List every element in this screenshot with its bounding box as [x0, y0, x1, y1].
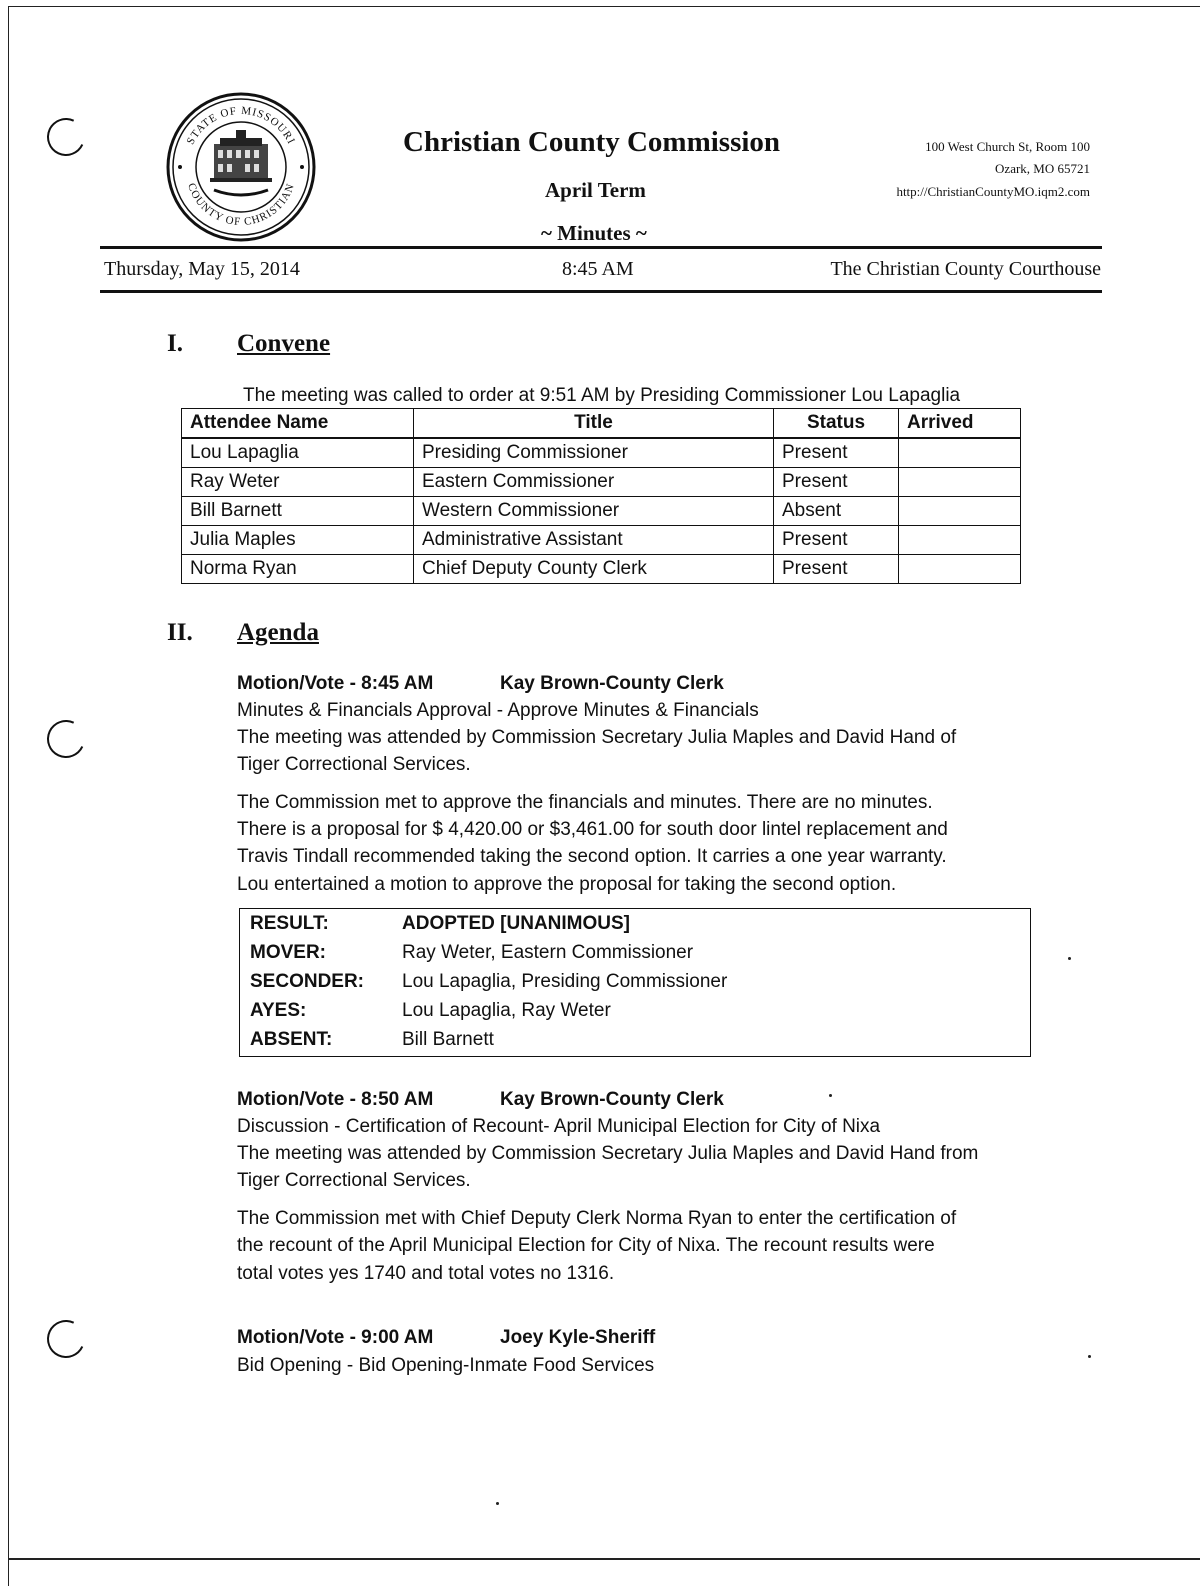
- item1-line3: Tiger Correctional Services.: [237, 754, 471, 775]
- result-row-absent: [250, 1029, 494, 1051]
- section-number-agenda: II.: [167, 619, 193, 646]
- meeting-location: The Christian County Courthouse: [830, 258, 1101, 280]
- table-row: [182, 497, 1021, 526]
- section-number-convene: I.: [167, 330, 183, 357]
- item1-heading-right: Kay Brown-County Clerk: [500, 673, 724, 694]
- item3-line1: Bid Opening - Bid Opening-Inmate Food Services: [237, 1355, 655, 1376]
- attendee-name: Norma Ryan: [182, 555, 414, 584]
- result-row-ayes: [250, 1000, 611, 1022]
- scan-speck: [829, 1094, 832, 1097]
- attendee-arrived: [899, 526, 1021, 555]
- item2-p2-line1: The Commission met with Chief Deputy Clerk Norma Ryan to enter the certification of: [237, 1208, 957, 1229]
- item2-heading-right: Kay Brown-County Clerk: [500, 1089, 724, 1110]
- seconder-label: SECONDER:: [250, 971, 365, 992]
- item2-line3: Tiger Correctional Services.: [237, 1170, 471, 1191]
- col-header-name: Attendee Name: [182, 409, 414, 439]
- punch-hole-1: [42, 113, 91, 162]
- seal-text-bottom: COUNTY OF CHRISTIAN: [185, 181, 297, 229]
- scan-speck: [1068, 957, 1071, 960]
- attendee-status: Absent: [774, 497, 899, 526]
- page-border-top: [8, 6, 1200, 7]
- attendee-title: Western Commissioner: [414, 497, 774, 526]
- attendee-status: Present: [774, 555, 899, 584]
- header-rule-top: [100, 246, 1102, 249]
- item1-heading-left: Motion/Vote - 8:45 AM: [237, 673, 434, 694]
- attendee-name: Lou Lapaglia: [182, 438, 414, 468]
- minutes-label: ~ Minutes ~: [541, 221, 647, 245]
- result-label: RESULT:: [250, 913, 329, 934]
- website-link: http://ChristianCountyMO.iqm2.com: [896, 184, 1090, 199]
- attendee-title: Presiding Commissioner: [414, 438, 774, 468]
- item1-p2-line1: The Commission met to approve the financials and minutes. There are no minutes.: [237, 792, 933, 813]
- result-row-seconder: [250, 971, 727, 993]
- result-row-result: [250, 913, 630, 935]
- col-header-status: Status: [774, 409, 899, 439]
- item2-p2-line2: the recount of the April Municipal Election for City of Nixa. The recount results were: [237, 1235, 935, 1256]
- item1-line1: Minutes & Financials Approval - Approve Minutes & Financials: [237, 700, 759, 721]
- table-row: [182, 468, 1021, 497]
- document-title: Christian County Commission: [403, 126, 781, 158]
- punch-hole-2: [42, 715, 91, 764]
- seal-text-top: STATE OF MISSOURI: [184, 104, 298, 147]
- attendee-name: Julia Maples: [182, 526, 414, 555]
- absent-value: Bill Barnett: [402, 1029, 494, 1050]
- attendee-title: Administrative Assistant: [414, 526, 774, 555]
- scan-speck: [1088, 1355, 1091, 1358]
- address-line1: 100 West Church St, Room 100: [925, 139, 1090, 154]
- attendee-arrived: [899, 468, 1021, 497]
- item1-line2: The meeting was attended by Commission Secretary Julia Maples and David Hand of: [237, 727, 957, 748]
- table-row: [182, 438, 1021, 468]
- table-row: [182, 555, 1021, 584]
- term-label: April Term: [545, 178, 646, 202]
- col-header-title: Title: [414, 409, 774, 439]
- mover-value: Ray Weter, Eastern Commissioner: [402, 942, 694, 963]
- attendee-status: Present: [774, 438, 899, 468]
- item2-heading-left: Motion/Vote - 8:50 AM: [237, 1089, 434, 1110]
- result-row-mover: [250, 942, 693, 964]
- item3-heading-left: Motion/Vote - 9:00 AM: [237, 1327, 434, 1348]
- page-border-left: [8, 6, 9, 1586]
- mover-label: MOVER:: [250, 942, 326, 963]
- absent-label: ABSENT:: [250, 1029, 333, 1050]
- attendee-status: Present: [774, 468, 899, 497]
- meeting-date: Thursday, May 15, 2014: [104, 258, 300, 280]
- item1-p2-line3: Travis Tindall recommended taking the second option. It carries a one year warranty.: [237, 846, 947, 867]
- ayes-label: AYES:: [250, 1000, 307, 1021]
- attendee-name: Bill Barnett: [182, 497, 414, 526]
- county-seal: [166, 92, 316, 242]
- courthouse-icon: [210, 130, 272, 195]
- attendee-name: Ray Weter: [182, 468, 414, 497]
- attendee-arrived: [899, 555, 1021, 584]
- item1-p2-line4: Lou entertained a motion to approve the proposal for taking the second option.: [237, 874, 897, 895]
- seconder-value: Lou Lapaglia, Presiding Commissioner: [402, 971, 728, 992]
- item2-line2: The meeting was attended by Commission Secretary Julia Maples and David Hand from: [237, 1143, 979, 1164]
- scan-speck: [496, 1502, 499, 1505]
- attendee-title: Chief Deputy County Clerk: [414, 555, 774, 584]
- attendee-arrived: [899, 438, 1021, 468]
- punch-hole-3: [42, 1315, 91, 1364]
- vote-result-box: [239, 908, 1031, 1057]
- result-value: ADOPTED [UNANIMOUS]: [402, 913, 630, 934]
- section-title-convene: Convene: [237, 330, 331, 357]
- item2-p2-line3: total votes yes 1740 and total votes no 1316.: [237, 1263, 615, 1284]
- address-line2: Ozark, MO 65721: [995, 161, 1090, 176]
- ayes-value: Lou Lapaglia, Ray Weter: [402, 1000, 611, 1021]
- header-rule-bottom: [100, 290, 1102, 293]
- item3-heading-right: Joey Kyle-Sheriff: [500, 1327, 656, 1348]
- col-header-arrived: Arrived: [899, 409, 1021, 439]
- attendance-table: [181, 408, 1021, 584]
- page-border-bottom: [8, 1558, 1200, 1560]
- item1-p2-line2: There is a proposal for $ 4,420.00 or $3,461.00 for south door lintel replacement and: [237, 819, 948, 840]
- table-header-row: [182, 409, 1021, 439]
- meeting-time: 8:45 AM: [562, 258, 634, 280]
- attendee-status: Present: [774, 526, 899, 555]
- section-title-agenda: Agenda: [237, 619, 319, 646]
- table-row: [182, 526, 1021, 555]
- convene-intro: The meeting was called to order at 9:51 AM by Presiding Commissioner Lou Lapaglia: [243, 385, 961, 406]
- attendee-title: Eastern Commissioner: [414, 468, 774, 497]
- item2-line1: Discussion - Certification of Recount- April Municipal Election for City of Nixa: [237, 1116, 881, 1137]
- attendee-arrived: [899, 497, 1021, 526]
